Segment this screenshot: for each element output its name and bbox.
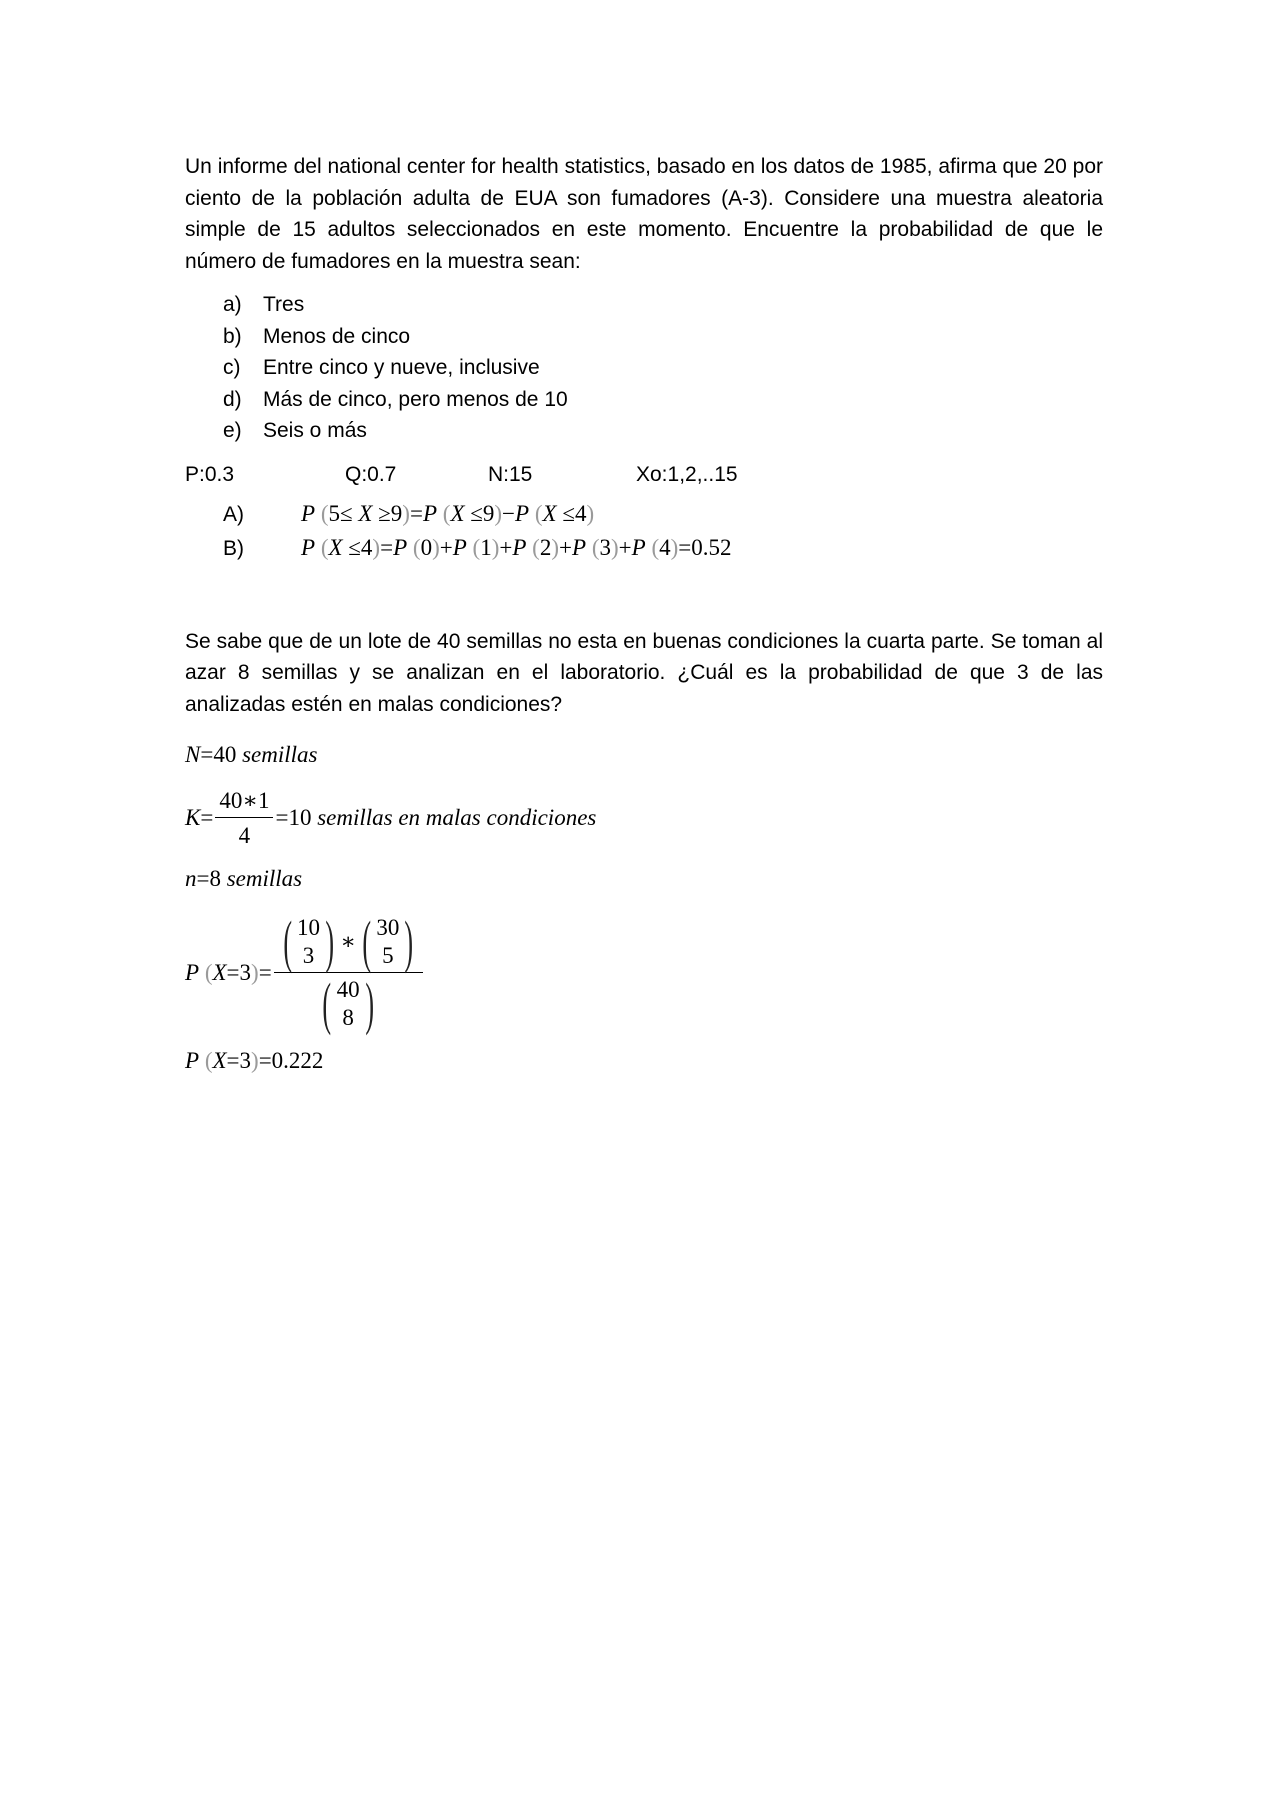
- problem1-options-list: [185, 289, 1103, 447]
- hypergeometric-formula: P ( X =3 ) = ( 10 3 ) ∗ ( 30 5 ) ( 40 8 ): [185, 908, 1103, 1038]
- formula-b-expression: P (X ≤4)=P (0)+P (1)+P (2)+P (3)+P (4)=0.52: [301, 534, 732, 560]
- document-content: [185, 151, 1103, 1078]
- param-q: Q:0.7: [345, 462, 397, 486]
- binom-10-3: ( 10 3 ): [283, 909, 335, 974]
- formula-b: B) P (X ≤4)=P (0)+P (1)+P (2)+P (3)+P (4)=0.52: [185, 532, 1103, 566]
- k-fraction: $\frac{40∗1}{4}$: [215, 785, 273, 852]
- k-line: K = $\frac{40∗1}{4}$ =10 semillas en malas condiciones: [185, 786, 1103, 850]
- formula-a: A) P (5≤ X ≥9)=P (X ≤9)−P (X ≤4): [185, 498, 1103, 532]
- binom-30-5: ( 30 5 ): [362, 909, 414, 974]
- binom-40-8: ( 40 8 ): [322, 971, 374, 1036]
- list-item: e) Seis o más: [223, 419, 367, 442]
- formula-a-expression: P (5≤ X ≥9)=P (X ≤9)−P (X ≤4): [301, 500, 595, 526]
- list-item: c) Entre cinco y nueve, inclusive: [223, 356, 540, 379]
- n-sample-line: n =8 semillas: [185, 866, 303, 892]
- formula-b-result: =0.52: [678, 534, 732, 560]
- param-xo: Xo:1,2,..15: [636, 462, 738, 486]
- problem1-paragraph: Un informe del national center for health statistics, basado en los datos de 1985, afirma que 20 por ciento de la población adulta de EUA son fumadores (A-3). Considere una muestra aleatoria simple de 15 adultos seleccionados en este momento. Encuentre la probabilidad de que le número de fumadores en la muestra sean:: [185, 155, 1103, 273]
- problem1-parameters: [185, 459, 1103, 490]
- hypergeometric-fraction: ( 10 3 ) ∗ ( 30 5 ) ( 40 8 ): [274, 913, 423, 1033]
- list-item: a) Tres: [223, 293, 305, 316]
- param-n: N:15: [488, 462, 533, 486]
- final-result-line: P ( X =3 ) =0.222: [185, 1044, 1103, 1078]
- list-item: d) Más de cinco, pero menos de 10: [223, 387, 568, 411]
- n-population-line: N =40 semillas: [185, 742, 318, 768]
- final-result: =0.222: [258, 1048, 324, 1074]
- param-p: P:0.3: [185, 462, 235, 486]
- problem2-paragraph: Se sabe que de un lote de 40 semillas no esta en buenas condiciones la cuarta parte. Se toman al azar 8 semillas y se analizan en el laboratorio. ¿Cuál es la probabilidad de que 3 de las analizadas estén en malas condiciones?: [185, 629, 1103, 716]
- problem1-formulas: [185, 498, 1103, 566]
- list-item: b) Menos de cinco: [223, 324, 411, 348]
